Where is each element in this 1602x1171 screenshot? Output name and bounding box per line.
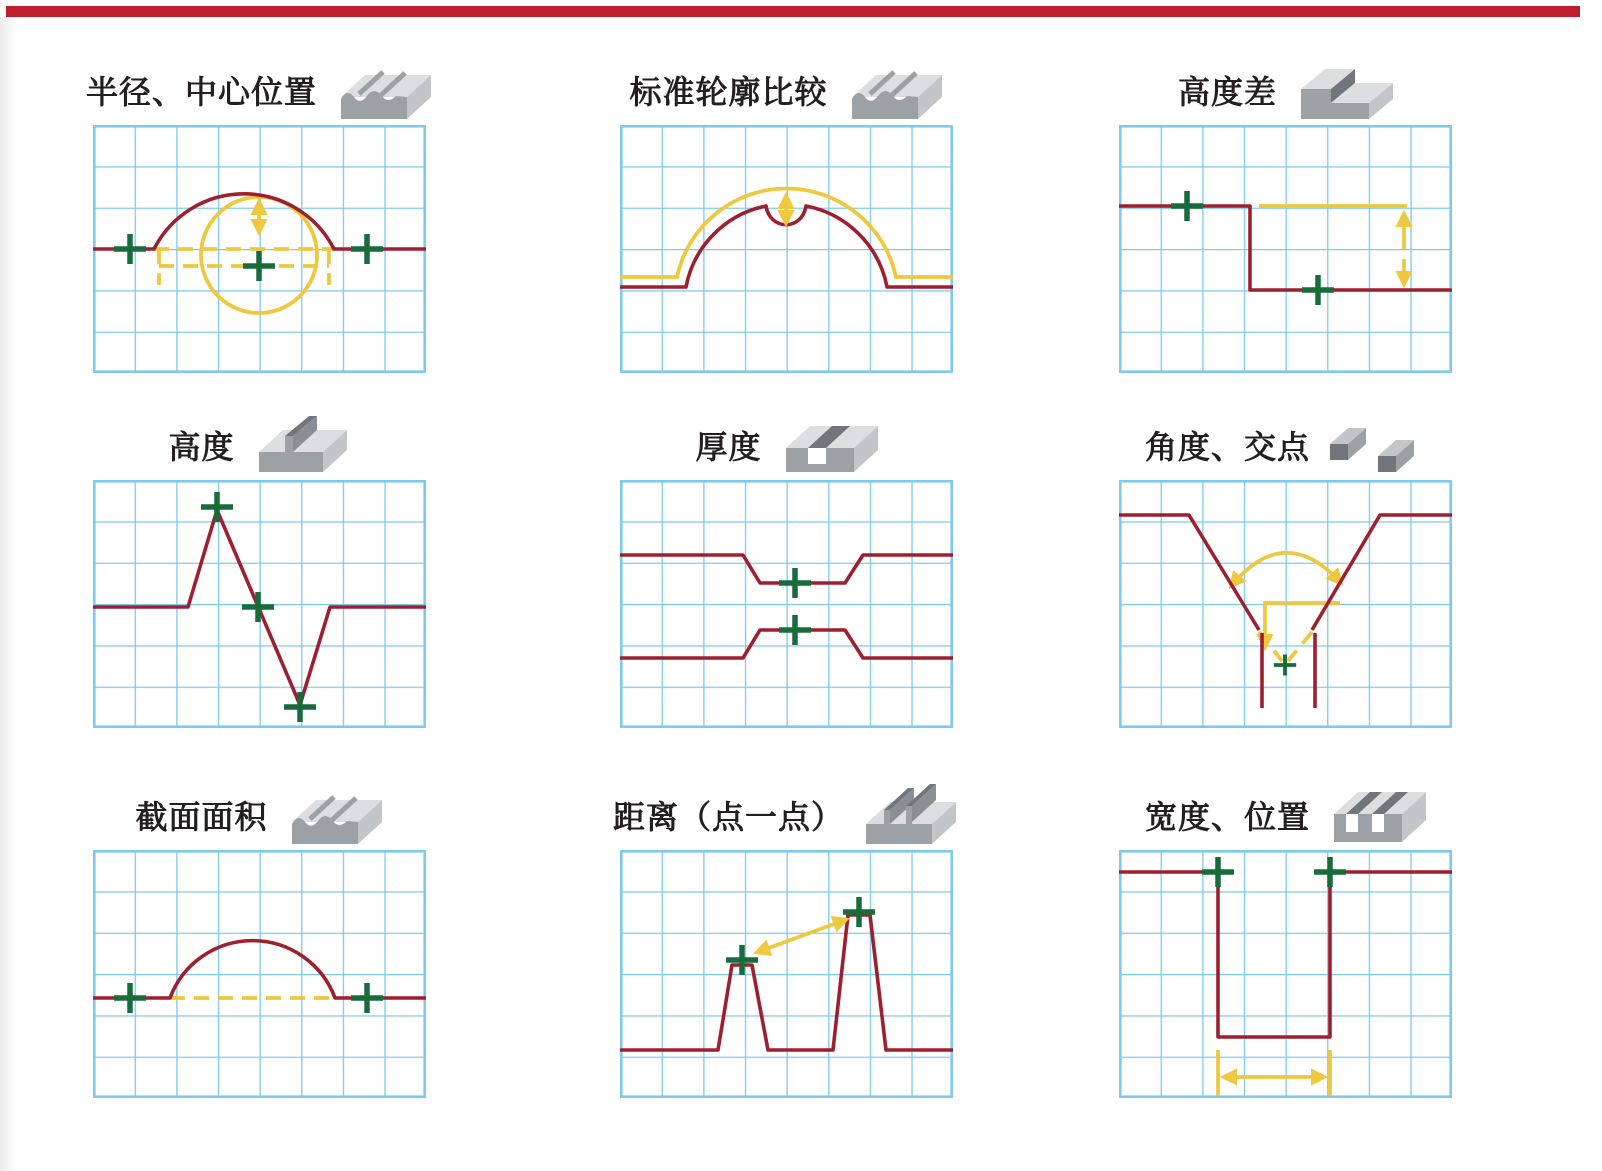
step-block-icon	[1293, 59, 1393, 121]
angle-intersection-diagram	[1119, 480, 1452, 728]
cell-radius-center	[86, 55, 426, 373]
cell-profile-compare	[620, 55, 953, 373]
cell-angle-intersection	[1119, 410, 1452, 728]
height-diagram	[93, 480, 426, 728]
wavy-surface-block-icon	[284, 784, 384, 846]
cell-header	[620, 410, 953, 480]
cell-title: 角度、交点	[1144, 429, 1310, 465]
cell-title: 标准轮廓比较	[629, 74, 828, 110]
ridge-block-icon	[251, 414, 351, 476]
cell-header	[613, 780, 953, 850]
cell-header	[620, 55, 953, 125]
cell-title: 高度差	[1177, 74, 1277, 110]
wavy-surface-block-icon	[333, 59, 433, 121]
cell-header	[1119, 410, 1452, 480]
cell-title: 宽度、位置	[1144, 799, 1310, 835]
profile-compare-diagram	[620, 125, 953, 373]
cell-header	[1119, 780, 1452, 850]
cell-cross-section-area	[93, 780, 426, 1098]
cell-title: 厚度	[695, 429, 762, 465]
cell-header	[1119, 55, 1452, 125]
page-left-edge-shading	[0, 17, 16, 1171]
cell-height-difference	[1119, 55, 1452, 373]
cell-title: 截面面积	[135, 799, 268, 835]
cell-height	[93, 410, 426, 728]
cell-title: 距离（点一点）	[613, 799, 845, 835]
double-ridge-block-icon	[860, 784, 960, 846]
top-accent-bar	[6, 6, 1580, 17]
double-slot-block-icon	[1326, 784, 1426, 846]
cell-thickness	[620, 410, 953, 728]
cell-header	[86, 55, 426, 125]
cell-width-position	[1119, 780, 1452, 1098]
distance-point-diagram	[620, 850, 953, 1098]
thickness-diagram	[620, 480, 953, 728]
cross-section-area-diagram	[93, 850, 426, 1098]
cell-title: 半径、中心位置	[86, 74, 318, 110]
cell-header	[93, 780, 426, 850]
width-position-diagram	[1119, 850, 1452, 1098]
slot-block-icon	[778, 414, 878, 476]
cell-header	[93, 410, 426, 480]
two-blocks-icon	[1326, 414, 1426, 476]
height-difference-diagram	[1119, 125, 1452, 373]
cell-title: 高度	[168, 429, 235, 465]
wavy-surface-block-icon	[844, 59, 944, 121]
radius-center-diagram	[93, 125, 426, 373]
cell-distance-point	[613, 780, 953, 1098]
